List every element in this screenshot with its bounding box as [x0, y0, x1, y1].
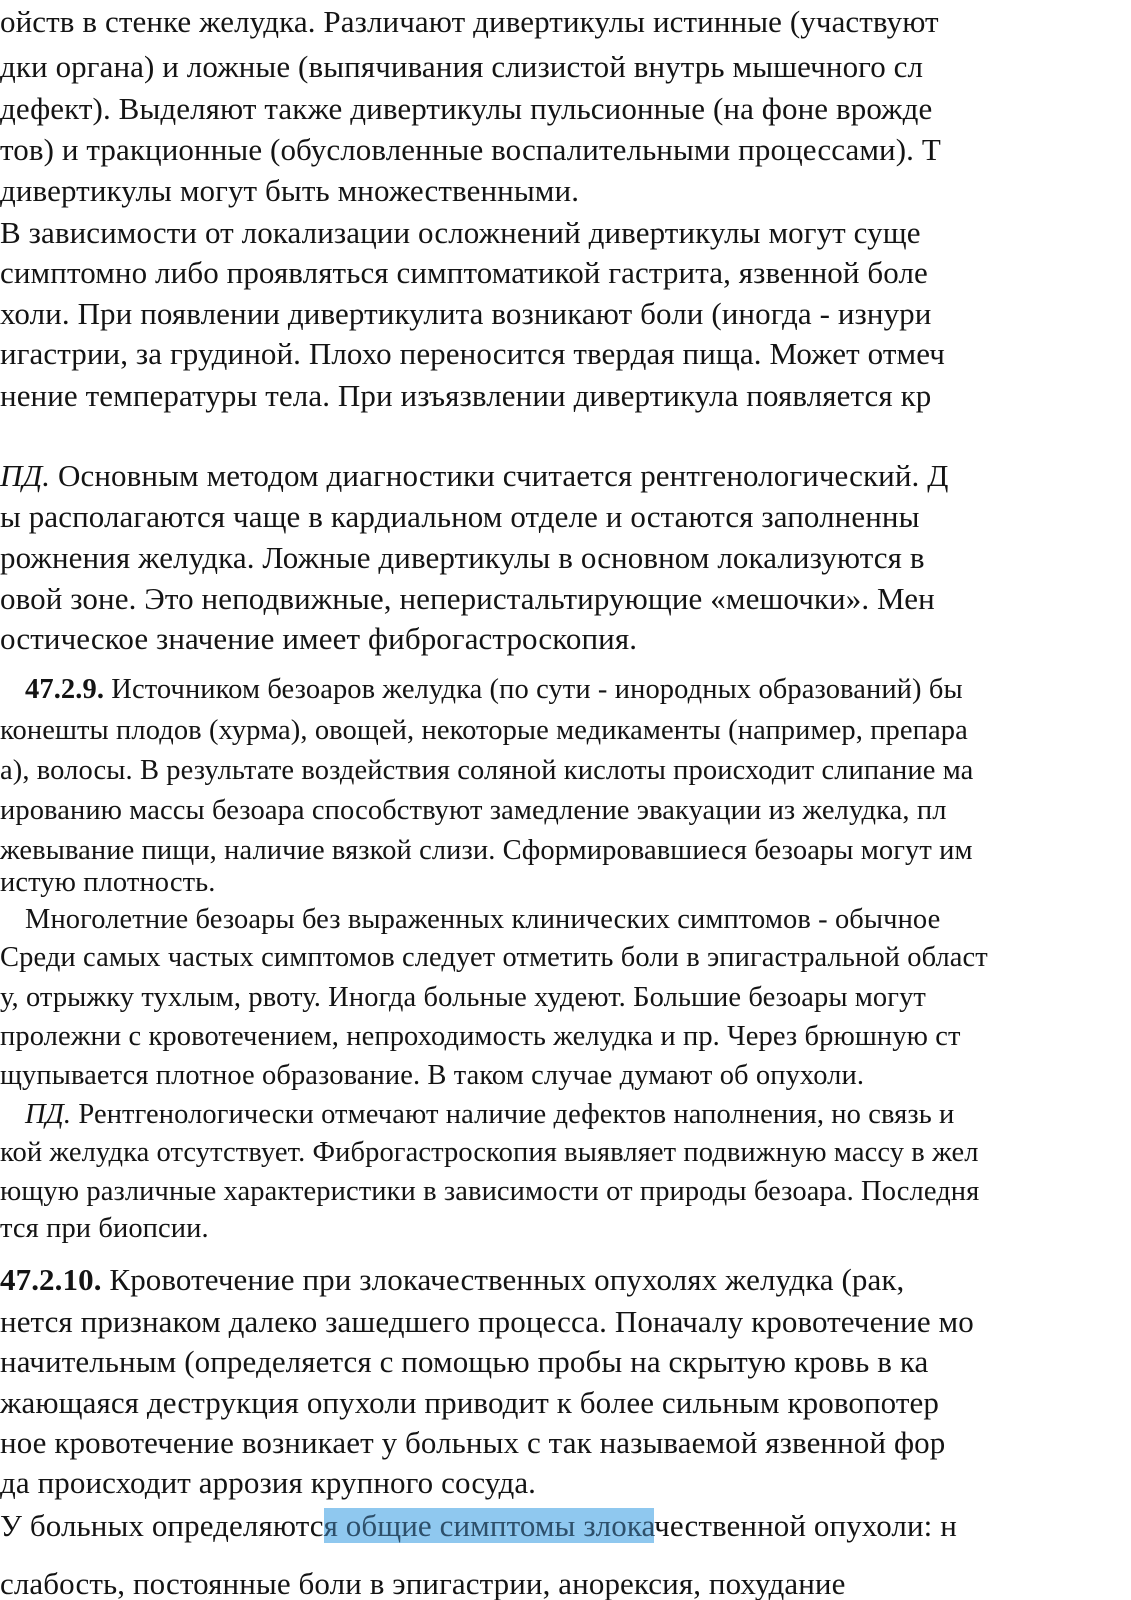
text-line: дки органа) и ложные (выпячивания слизистой внутрь мышечного сл	[0, 49, 924, 84]
section-number: 47.2.9.	[25, 674, 105, 705]
text-line: Многолетние безоары без выраженных клинических симптомов - обычное	[25, 904, 941, 935]
text-line: жевывание пищи, наличие вязкой слизи. Сформировавшиеся безоары могут им	[0, 835, 973, 866]
text-line: дивертикулы могут быть множественными.	[0, 173, 580, 208]
text-line: слабость, постоянные боли в эпигастрии, анорексия, похудание	[0, 1566, 846, 1600]
text-line: рожнения желудка. Ложные дивертикулы в основном локализуются в	[0, 540, 925, 575]
text-line: у, отрыжку тухлым, рвоту. Иногда больные худеют. Большие безоары могут	[0, 982, 926, 1013]
line-before: У больных определяютс	[0, 1508, 324, 1543]
text-line: тов) и тракционные (обусловленные воспалительными процессами). Т	[0, 132, 941, 167]
text-line: нение температуры тела. При изъязвлении дивертикула появляется кр	[0, 378, 932, 413]
pd-label: ПД.	[0, 458, 51, 493]
text-selection-highlight[interactable]: я общие симптомы злока	[323, 1508, 655, 1543]
text-line: остическое значение имеет фиброгастроскопия.	[0, 621, 638, 656]
line-after: чественной опухоли: н	[654, 1508, 957, 1543]
text-line: дефект). Выделяют также дивертикулы пульсионные (на фоне врожде	[0, 91, 933, 126]
text-line: овой зоне. Это неподвижные, неперистальтирующие «мешочки». Мен	[0, 581, 935, 616]
text-line: холи. При появлении дивертикулита возникают боли (иногда - изнури	[0, 296, 932, 331]
pd-line-2	[25, 1095, 954, 1135]
section-text: Источником безоаров желудка (по сути - инородных образований) бы	[104, 674, 963, 705]
highlighted-line	[0, 1506, 957, 1546]
text-line: пролежни с кровотечением, непроходимость желудка и пр. Через брюшную ст	[0, 1021, 961, 1052]
text-line: В зависимости от локализации осложнений дивертикулы могут суще	[0, 215, 921, 250]
text-line: нется признаком далеко зашедшего процесса. Поначалу кровотечение мо	[0, 1304, 974, 1339]
section-47-2-10	[0, 1260, 904, 1300]
text-line: жающаяся деструкция опухоли приводит к более сильным кровопотер	[0, 1385, 939, 1420]
text-line: да происходит аррозия крупного сосуда.	[0, 1465, 537, 1500]
section-47-2-9	[25, 670, 963, 710]
section-number: 47.2.10.	[0, 1262, 102, 1297]
text-line: ы располагаются чаще в кардиальном отделе и остаются заполненны	[0, 499, 920, 534]
text-line: ойств в стенке желудка. Различают дивертикулы истинные (участвуют	[0, 4, 939, 39]
text-line: кой желудка отсутствует. Фиброгастроскопия выявляет подвижную массу в жел	[0, 1137, 979, 1168]
text-line: а), волосы. В результате воздействия соляной кислоты происходит слипание ма	[0, 755, 974, 786]
pd-text: Основным методом диагностики считается рентгенологический. Д	[50, 458, 949, 493]
text-line: тся при биопсии.	[0, 1213, 209, 1244]
text-line: ное кровотечение возникает у больных с так называемой язвенной фор	[0, 1425, 946, 1460]
text-line: щупывается плотное образование. В таком случае думают об опухоли.	[0, 1060, 865, 1091]
text-line: игастрии, за грудиной. Плохо переносится твердая пища. Может отмеч	[0, 336, 945, 371]
text-line: конешты плодов (хурма), овощей, некоторые медикаменты (например, препара	[0, 715, 968, 746]
text-line: Среди самых частых симптомов следует отметить боли в эпигастральной област	[0, 942, 988, 973]
text-line: начительным (определяется с помощью пробы на скрытую кровь в ка	[0, 1344, 929, 1379]
text-line: ющую различные характеристики в зависимости от природы безоара. Последня	[0, 1176, 980, 1207]
pd-label: ПД.	[25, 1099, 72, 1130]
section-text: Кровотечение при злокачественных опухолях желудка (рак,	[101, 1262, 905, 1297]
pd-line	[0, 456, 949, 496]
pd-text: Рентгенологически отмечают наличие дефектов наполнения, но связь и	[71, 1099, 955, 1130]
text-line: ированию массы безоара способствуют замедление эвакуации из желудка, пл	[0, 795, 947, 826]
text-line: симптомно либо проявляться симптоматикой гастрита, язвенной боле	[0, 255, 928, 290]
text-line: истую плотность.	[0, 867, 216, 898]
